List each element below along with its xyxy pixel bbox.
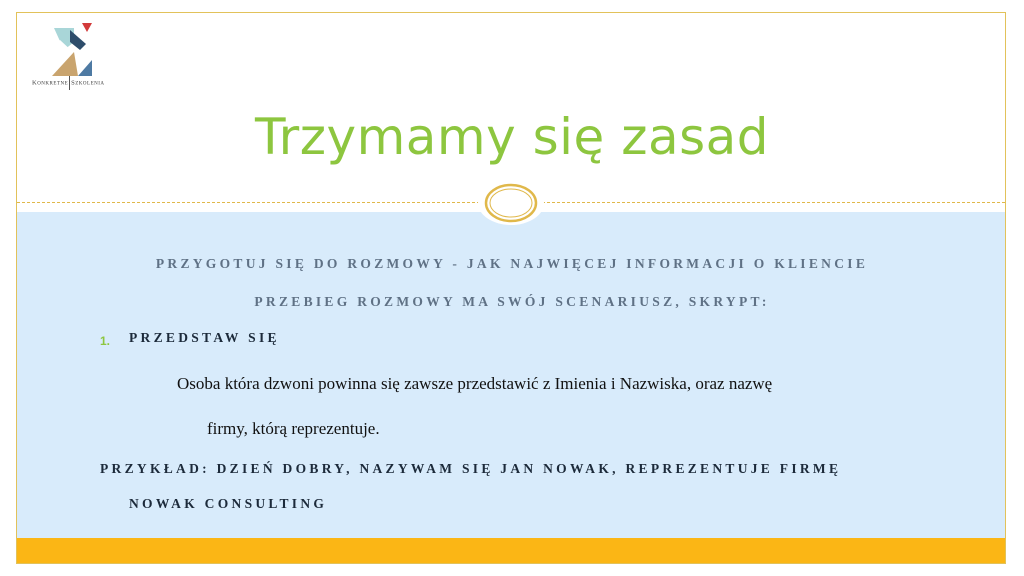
list-item-title: PRZEDSTAW SIĘ <box>129 330 280 345</box>
paragraph-line-2: firmy, którą reprezentuje. <box>207 419 380 438</box>
slide-title: Trzymamy się zasad <box>254 108 770 166</box>
list-number: 1. <box>100 334 111 348</box>
logo-navy-shape <box>70 30 86 50</box>
logo-text-left: Konkretne <box>32 79 69 87</box>
example-line-1: PRZYKŁAD: DZIEŃ DOBRY, NAZYWAM SIĘ JAN NOWAK, REPREZENTUJE FIRMĘ <box>100 461 842 476</box>
example-line-2: NOWAK CONSULTING <box>129 496 328 511</box>
bullet-prepare: PRZYGOTUJ SIĘ DO ROZMOWY - JAK NAJWIĘCEJ INFORMACJI O KLIENCIE <box>155 256 869 271</box>
logo-text-right: Szkolenia <box>71 79 105 87</box>
logo-separator <box>69 76 70 90</box>
paragraph-line-1: Osoba która dzwoni powinna się zawsze przedstawić z Imienia i Nazwiska, oraz nazwę <box>177 374 773 393</box>
logo-text <box>32 76 105 90</box>
logo-tan-triangle <box>52 52 78 76</box>
logo-red-triangle <box>82 23 92 32</box>
bullet-scenario: PRZEBIEG ROZMOWY MA SWÓJ SCENARIUSZ, SKRYPT: <box>254 294 770 309</box>
slide-footer-bar <box>17 538 1005 563</box>
decorative-oval <box>476 179 546 227</box>
